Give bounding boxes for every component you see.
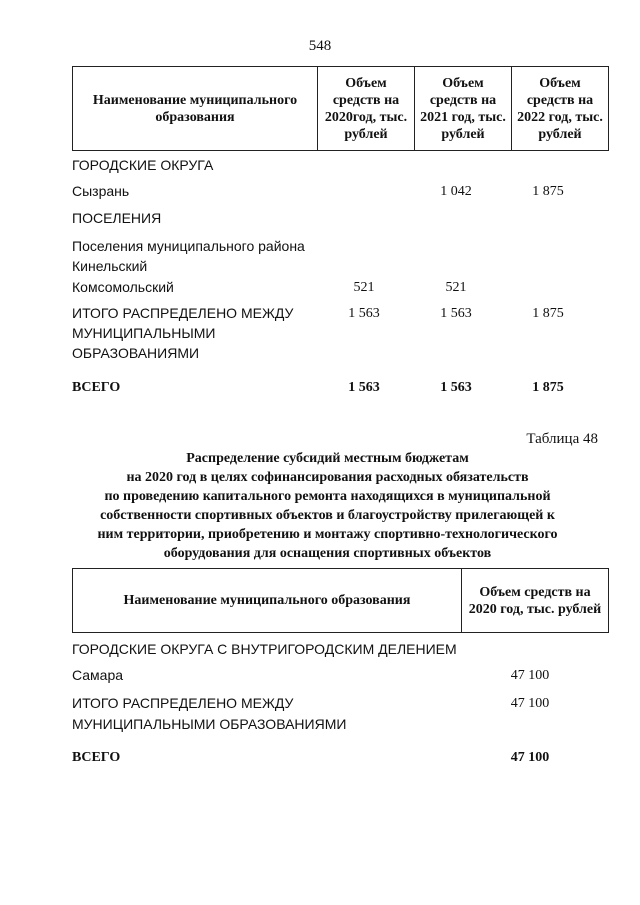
table2-distributed-line1: ИТОГО РАСПРЕДЕЛЕНО МЕЖДУ bbox=[72, 695, 294, 711]
row-syzran-2022: 1 875 bbox=[532, 184, 564, 199]
table1-header-name: Наименование муниципального образования bbox=[73, 67, 318, 151]
row-komsomolsky-2021: 521 bbox=[445, 280, 467, 295]
title-line: по проведению капитального ремонта находящихся в муниципальной bbox=[104, 489, 551, 504]
distributed-2020: 1 563 bbox=[348, 306, 380, 321]
row-komsomolsky-name: Комсомольский bbox=[72, 279, 174, 295]
table2-section-urban-intracity: ГОРОДСКИЕ ОКРУГА С ВНУТРИГОРОДСКИМ ДЕЛЕНИЕМ bbox=[72, 641, 457, 657]
title-line: на 2020 год в целях софинансирования расходных обязательств bbox=[126, 470, 529, 485]
table2-label: Таблица 48 bbox=[526, 431, 598, 447]
table2-total-name: ВСЕГО bbox=[72, 750, 121, 765]
row-komsomolsky-2020: 521 bbox=[353, 280, 375, 295]
distributed-2021: 1 563 bbox=[440, 306, 472, 321]
title-line: собственности спортивных объектов и благоустройству прилегающей к bbox=[100, 508, 555, 523]
row-syzran-name: Сызрань bbox=[72, 183, 130, 199]
table2-total-2020: 47 100 bbox=[510, 750, 550, 765]
total-2022: 1 875 bbox=[532, 380, 564, 395]
title-line: Распределение субсидий местным бюджетам bbox=[186, 451, 469, 466]
distributed-line3: ОБРАЗОВАНИЯМИ bbox=[72, 345, 200, 361]
total-2020: 1 563 bbox=[348, 380, 380, 395]
table2-distributed-line2: МУНИЦИПАЛЬНЫМИ ОБРАЗОВАНИЯМИ bbox=[72, 716, 347, 732]
table2-title bbox=[60, 449, 595, 563]
district-line1: Поселения муниципального района bbox=[72, 238, 305, 254]
distributed-line2: МУНИЦИПАЛЬНЫМИ bbox=[72, 325, 216, 341]
table1-header-2022: Объем средств на 2022 год, тыс. рублей bbox=[512, 67, 609, 151]
title-line: ним территории, приобретению и монтажу спортивно-технологического bbox=[97, 527, 558, 542]
row-samara-name: Самара bbox=[72, 667, 124, 683]
title-line: оборудования для оснащения спортивных объектов bbox=[163, 546, 492, 561]
distributed-line1: ИТОГО РАСПРЕДЕЛЕНО МЕЖДУ bbox=[72, 305, 294, 321]
table2-header-2020: Объем средств на 2020 год, тыс. рублей bbox=[462, 569, 609, 633]
distributed-2022: 1 875 bbox=[532, 306, 564, 321]
table2-header-name: Наименование муниципального образования bbox=[73, 569, 462, 633]
table1-header-2020: Объем средств на 2020год, тыс. рублей bbox=[318, 67, 415, 151]
table2-distributed-2020: 47 100 bbox=[510, 696, 550, 711]
table2-header bbox=[72, 568, 609, 633]
table1-header bbox=[72, 66, 609, 151]
row-syzran-2021: 1 042 bbox=[440, 184, 472, 199]
total-2021: 1 563 bbox=[440, 380, 472, 395]
district-line2: Кинельский bbox=[72, 258, 148, 274]
section-settlements: ПОСЕЛЕНИЯ bbox=[72, 210, 162, 226]
section-urban-districts: ГОРОДСКИЕ ОКРУГА bbox=[72, 157, 214, 173]
page-number: 548 bbox=[308, 38, 332, 54]
total-name: ВСЕГО bbox=[72, 380, 121, 395]
table1-header-2021: Объем средств на 2021 год, тыс. рублей bbox=[415, 67, 512, 151]
row-samara-2020: 47 100 bbox=[510, 668, 550, 683]
